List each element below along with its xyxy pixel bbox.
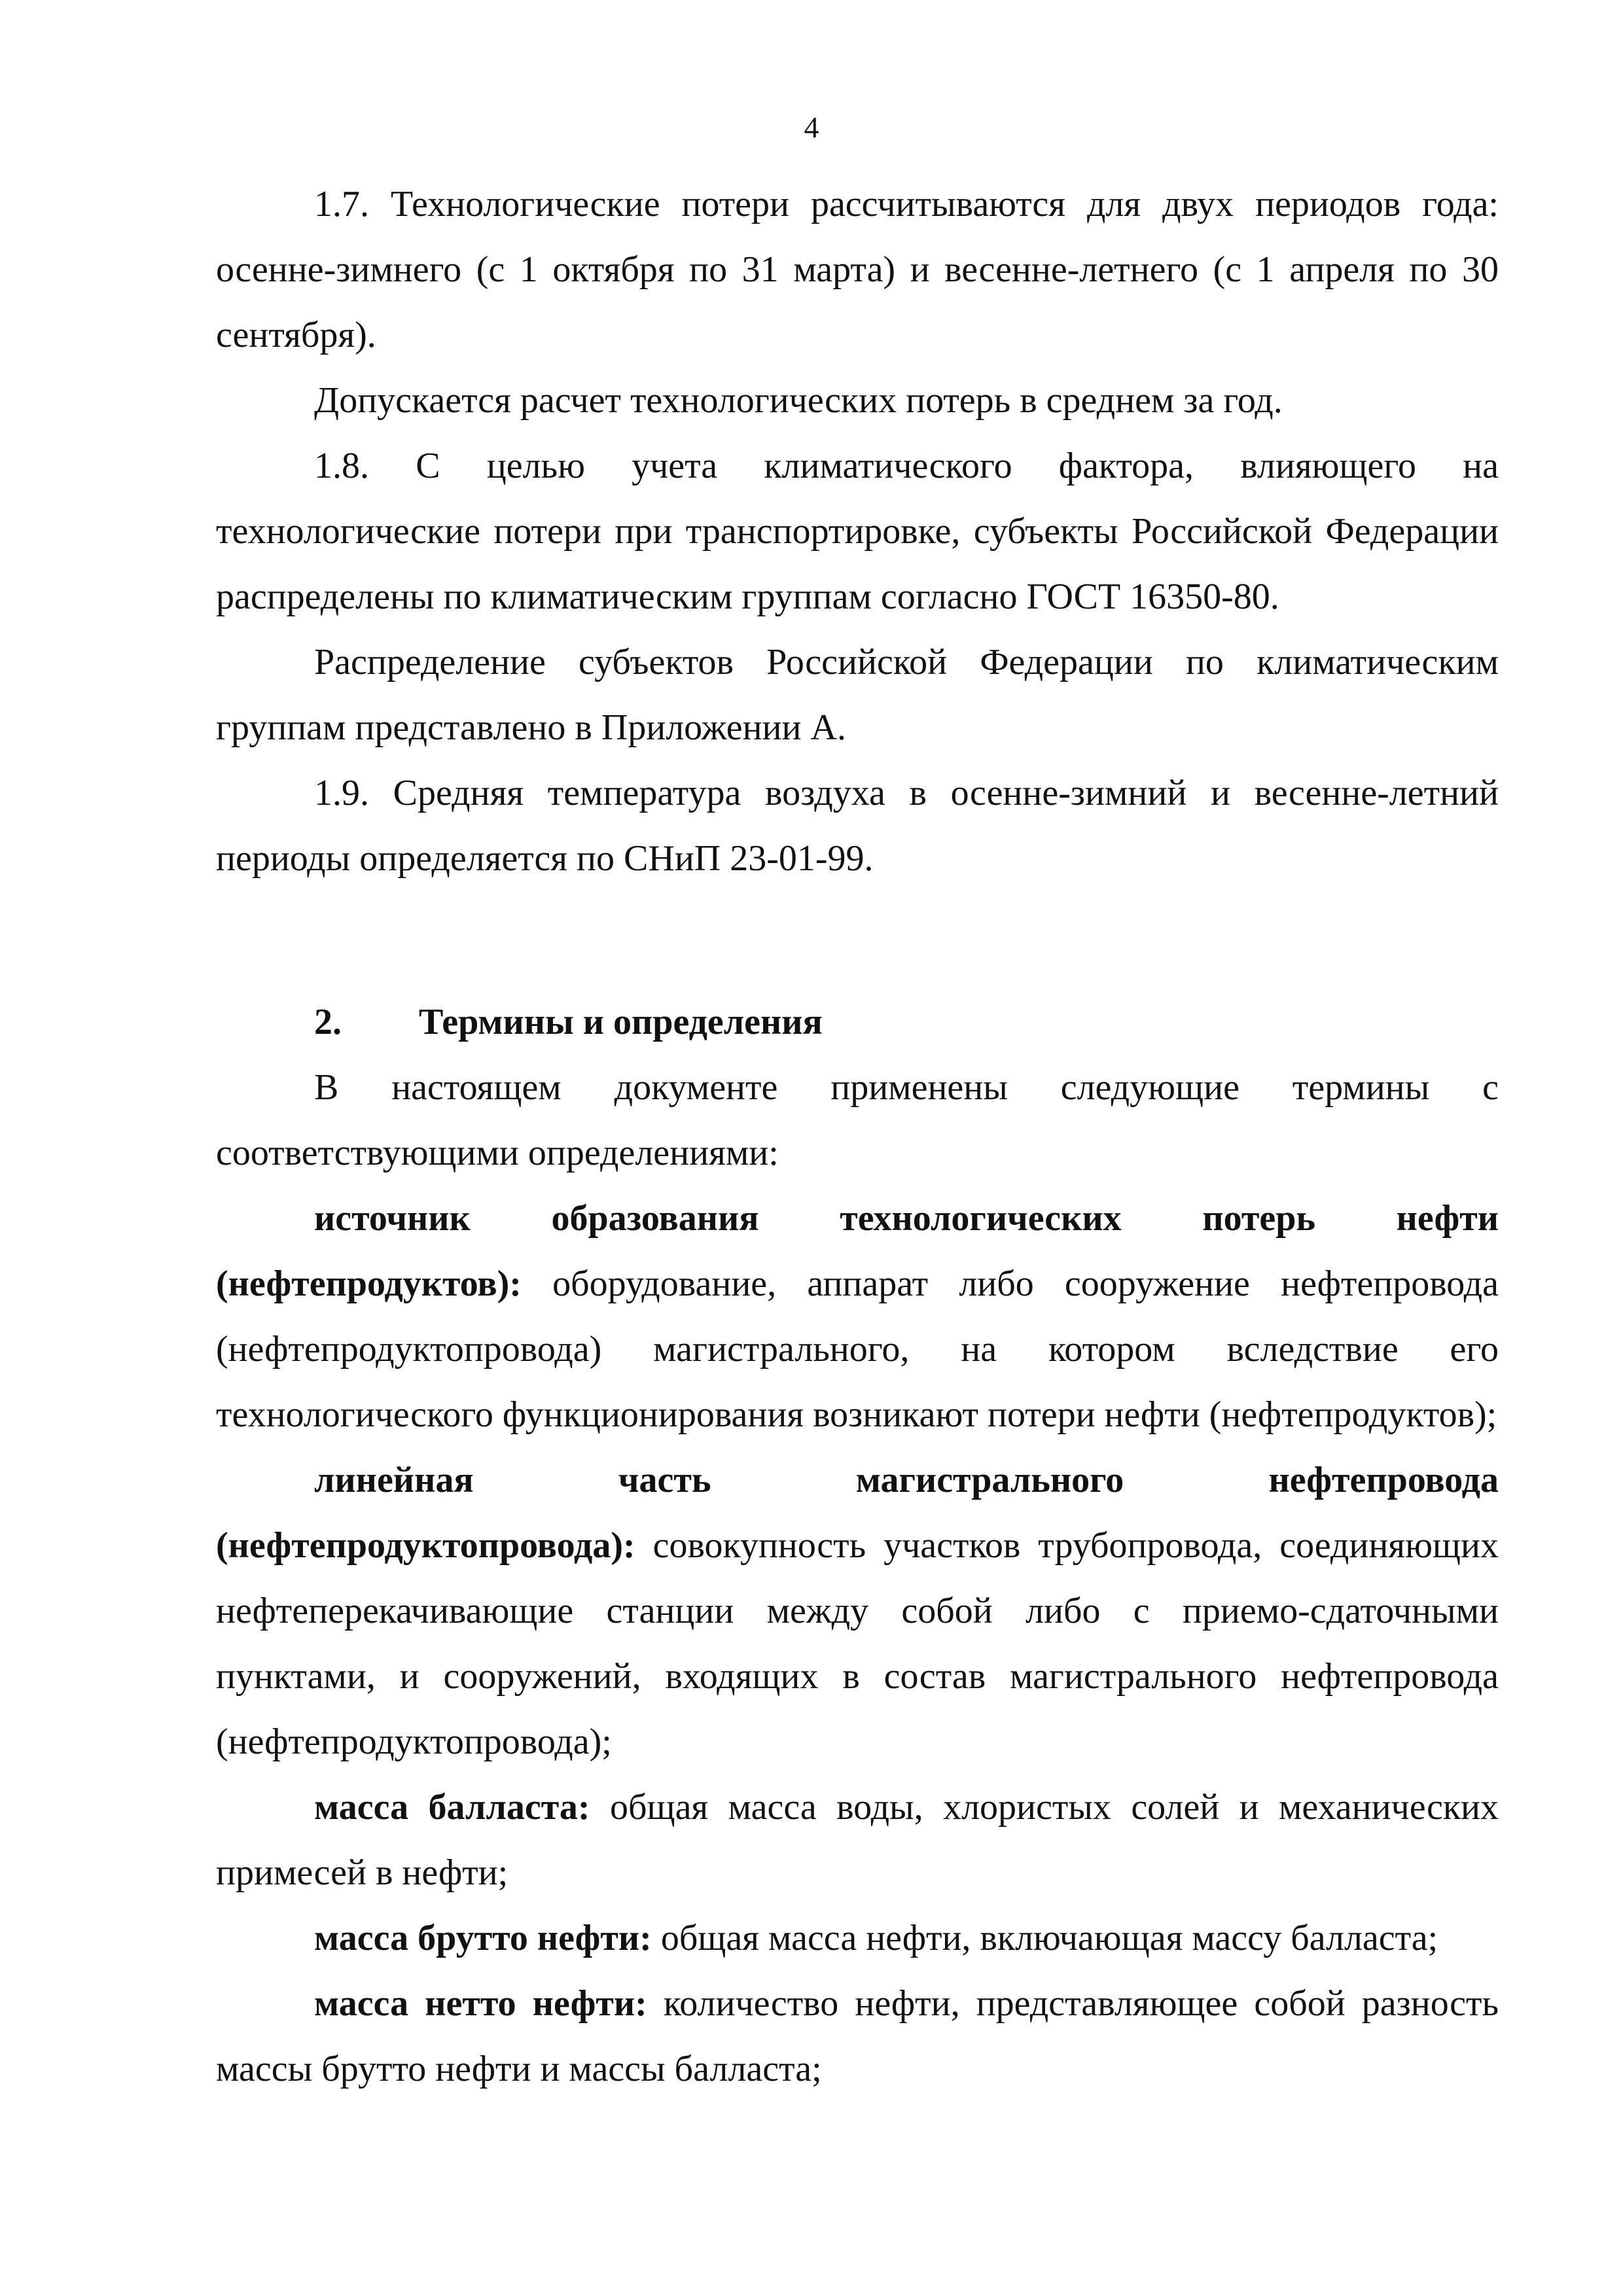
definition-item (216, 1971, 1499, 2102)
paragraph-1-7: 1.7. Технологические потери рассчитываются для двух периодов года: осенне-зимнего (с 1 октября по 31 марта) и весенне-летнего (с 1 апреля по 30 сентября). (216, 184, 1499, 355)
definition-text: количество нефти, представляющее собой разность массы брутто нефти и массы балласта; (216, 1983, 1499, 2089)
definition-term: масса брутто нефти: (314, 1918, 652, 1958)
paragraph-1-8: 1.8. С целью учета климатического фактора, влияющего на технологические потери при транспортировке, субъекты Российской Федерации распределены по климатическим группам согласно ГОСТ 16350-80. (216, 446, 1499, 617)
definition-item (216, 1775, 1499, 1905)
definition-item (216, 1186, 1499, 1447)
definition-term: линейная часть магистрального нефтепровода (нефтепродуктопровода): (216, 1460, 1499, 1566)
page-body (216, 171, 1499, 2102)
section-number: 2. (314, 1002, 342, 1042)
section-title: Термины и определения (419, 1002, 823, 1042)
section-intro: В настоящем документе применены следующие термины с соответствующими определениями: (216, 1067, 1499, 1173)
definition-text: совокупность участков трубопровода, соединяющих нефтеперекачивающие станции между собой либо с приемо-сдаточными пунктами, и сооружений, входящих в состав магистрального нефтепровода (нефтепродуктопровода); (216, 1525, 1499, 1762)
paragraph-1-9: 1.9. Средняя температура воздуха в осенне-зимний и весенне-летний периоды определяется по СНиП 23-01-99. (216, 773, 1499, 879)
definition-item (216, 1447, 1499, 1775)
definition-term: источник образования технологических потерь нефти (нефтепродуктов): (216, 1198, 1499, 1304)
definition-text: оборудование, аппарат либо сооружение нефтепровода (нефтепродуктопровода) магистрального, на котором вследствие его технологического функционирования возникают потери нефти (нефтепродуктов); (216, 1263, 1499, 1435)
paragraph-average-year: Допускается расчет технологических потерь в среднем за год. (314, 380, 1283, 421)
definition-text: общая масса нефти, включающая массу балласта; (651, 1918, 1438, 1958)
definition-term: масса балласта: (314, 1787, 590, 1828)
definition-text: общая масса воды, хлористых солей и механических примесей в нефти; (216, 1787, 1499, 1893)
definition-term: масса нетто нефти: (314, 1983, 647, 2024)
paragraph-distribution: Распределение субъектов Российской Федерации по климатическим группам представлено в Приложении А. (216, 642, 1499, 748)
page-number: 4 (804, 111, 819, 144)
definition-item (216, 1905, 1499, 1971)
section-heading (216, 989, 1499, 1055)
